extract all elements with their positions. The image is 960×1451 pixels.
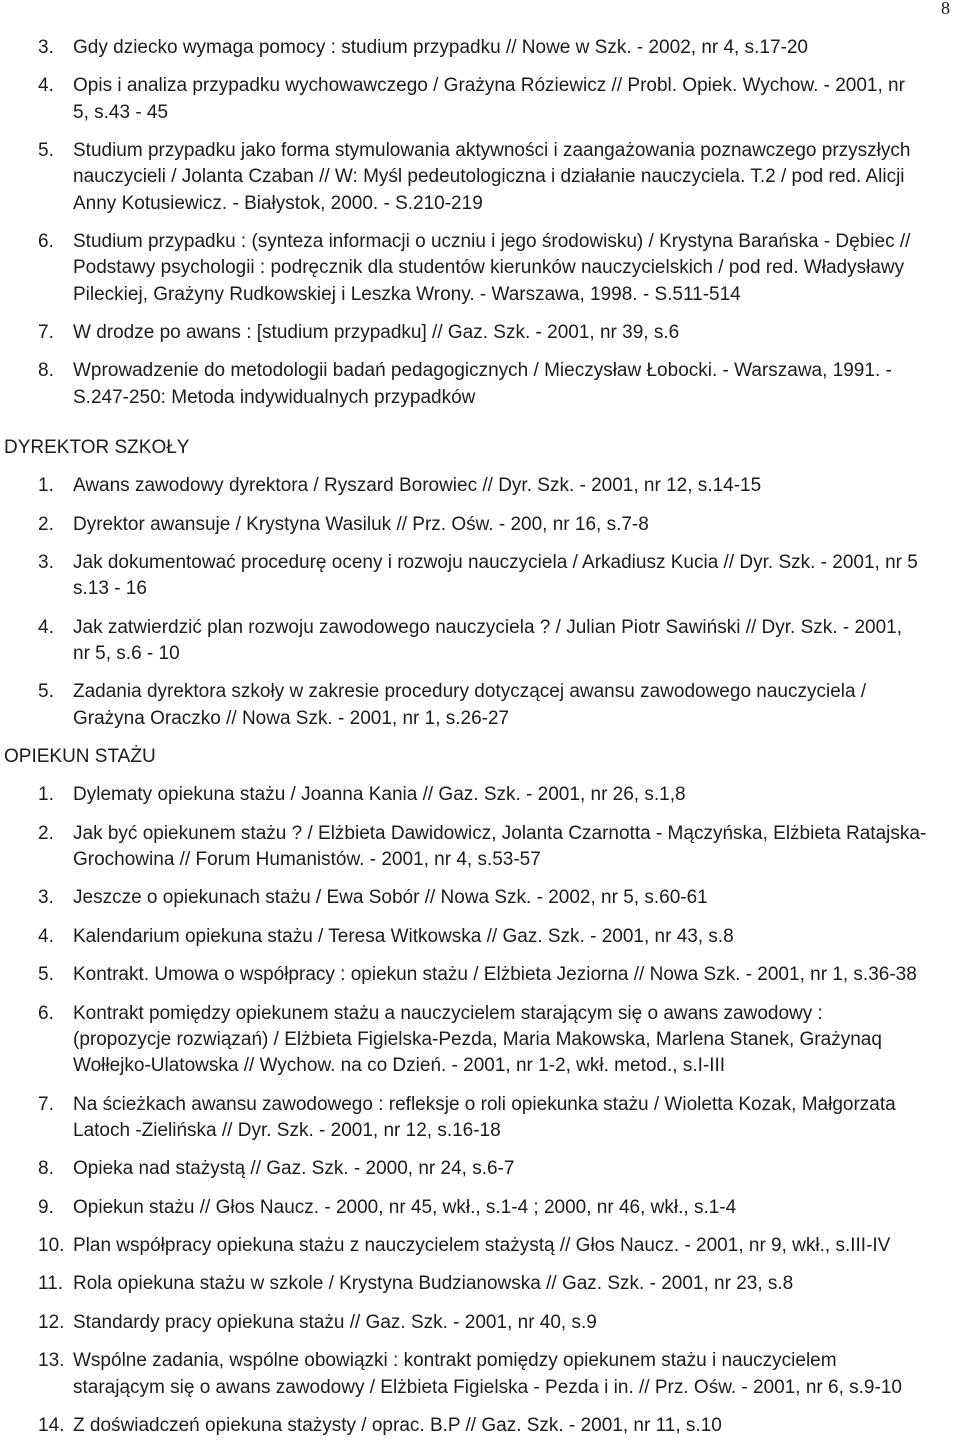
entry-text xyxy=(73,782,960,808)
entry-text xyxy=(73,1092,960,1145)
bibliography-entry xyxy=(0,1348,960,1401)
entry-text xyxy=(73,962,960,988)
entry-text-line: Opiekun stażu // Głos Naucz. - 2000, nr 45, wkł., s.1-4 ; 2000, nr 46, wkł., s.1-4 xyxy=(73,1196,737,1218)
entry-text-line: Kontrakt pomiędzy opiekunem stażu a nauczycielem starającym się o awans zawodowy : xyxy=(73,1002,823,1024)
entry-text-line: (propozycje rozwiązań) / Elżbieta Figielska-Pezda, Maria Makowska, Marlena Stanek, Grażynaq xyxy=(73,1028,882,1050)
entry-number: 6. xyxy=(38,231,54,253)
entry-text xyxy=(73,358,960,411)
entry-text-line: Anny Kotusiewicz. - Białystok, 2000. - S.210-219 xyxy=(73,192,483,214)
entry-number: 5. xyxy=(38,964,54,986)
entry-text-line: Studium przypadku : (synteza informacji o uczniu i jego środowisku) / Krystyna Barańska - Dębiec // xyxy=(73,231,911,253)
entry-text xyxy=(73,885,960,911)
entry-text-line: Z doświadczeń opiekuna stażysty / oprac. B.P // Gaz. Szk. - 2001, nr 11, s.10 xyxy=(73,1414,722,1436)
bibliography-section xyxy=(0,35,960,411)
entry-text xyxy=(73,473,960,499)
entry-number: 2. xyxy=(38,822,54,844)
entry-text-line: Gdy dziecko wymaga pomocy : studium przypadku // Nowe w Szk. - 2002, nr 4, s.17-20 xyxy=(73,37,808,58)
bibliography-entry xyxy=(0,1092,960,1145)
entry-text-line: Pileckiej, Grażyny Rudkowskiej i Leszka Wrony. - Warszawa, 1998. - S.511-514 xyxy=(73,283,741,305)
entry-text-line: Opieka nad stażystą // Gaz. Szk. - 2000, nr 24, s.6-7 xyxy=(73,1158,515,1180)
bibliography-entry xyxy=(0,320,960,346)
entry-text xyxy=(73,679,960,732)
bibliography-entry xyxy=(0,1233,960,1259)
bibliography-entry xyxy=(0,35,960,61)
entry-text-line: Rola opiekuna stażu w szkole / Krystyna Budzianowska // Gaz. Szk. - 2001, nr 23, s.8 xyxy=(73,1273,794,1295)
entry-text xyxy=(73,1310,960,1336)
entry-text xyxy=(73,320,960,346)
entry-number: 3. xyxy=(38,551,54,573)
bibliography-entry xyxy=(0,1156,960,1182)
bibliography-entry xyxy=(0,1195,960,1221)
entry-number: 3. xyxy=(38,887,54,909)
bibliography-entry xyxy=(0,1413,960,1439)
bibliography-entry xyxy=(0,358,960,411)
entry-text xyxy=(73,1001,960,1080)
entry-text-line: Jeszcze o opiekunach stażu / Ewa Sobór // Nowa Szk. - 2002, nr 5, s.60-61 xyxy=(73,887,708,909)
entry-text-line: Latoch -Zielińska // Dyr. Szk. - 2001, nr 12, s.16-18 xyxy=(73,1119,501,1141)
entry-number: 8. xyxy=(38,1158,54,1180)
entry-text-line: Podstawy psychologii : podręcznik dla studentów kierunków nauczycielskich / pod red. Władysławy xyxy=(73,257,905,279)
bibliography-entry xyxy=(0,924,960,950)
entry-text-line: Dylematy opiekuna stażu / Joanna Kania // Gaz. Szk. - 2001, nr 26, s.1,8 xyxy=(73,784,686,806)
entry-text-line: W drodze po awans : [studium przypadku] // Gaz. Szk. - 2001, nr 39, s.6 xyxy=(73,322,680,344)
entry-number: 2. xyxy=(38,513,54,535)
entry-text-line: nr 5, s.6 - 10 xyxy=(73,642,180,664)
entry-text xyxy=(73,1271,960,1297)
entry-text xyxy=(73,550,960,603)
bibliography-entry xyxy=(0,229,960,308)
entry-text-line: Awans zawodowy dyrektora / Ryszard Borowiec // Dyr. Szk. - 2001, nr 12, s.14-15 xyxy=(73,475,762,497)
bibliography-entry xyxy=(0,473,960,499)
bibliography-entry xyxy=(0,73,960,126)
entry-text-line: nauczycieli / Jolanta Czaban // W: Myśl pedeutologiczna i działanie nauczyciela. T.2 / pod red. Alicji xyxy=(73,166,905,188)
bibliography-entry xyxy=(0,782,960,808)
entry-text-line: Opis i analiza przypadku wychowawczego / Grażyna Róziewicz // Probl. Opiek. Wychow. - 2001, nr xyxy=(73,75,905,97)
entry-text xyxy=(73,138,960,217)
entry-text-line: Plan współpracy opiekuna stażu z nauczycielem stażystą // Głos Naucz. - 2001, nr 9, wkł., s.III-IV xyxy=(73,1235,891,1257)
entry-text xyxy=(73,512,960,538)
entry-number: 4. xyxy=(38,616,54,638)
entry-text xyxy=(73,1413,960,1439)
entry-text-line: Kalendarium opiekuna stażu / Teresa Witkowska // Gaz. Szk. - 2001, nr 43, s.8 xyxy=(73,925,734,947)
entry-text xyxy=(73,73,960,126)
bibliography-entry xyxy=(0,615,960,668)
entry-number: 3. xyxy=(38,37,54,58)
entry-text xyxy=(73,924,960,950)
entry-text xyxy=(73,1348,960,1401)
entry-number: 4. xyxy=(38,925,54,947)
section-heading: OPIEKUN STAŻU xyxy=(4,745,156,767)
entry-number: 13. xyxy=(38,1350,65,1372)
entry-number: 12. xyxy=(38,1311,65,1333)
entry-number: 5. xyxy=(38,681,54,703)
entry-text-line: Studium przypadku jako forma stymulowania aktywności i zaangażowania poznawczego przyszłych xyxy=(73,140,911,162)
bibliography-section xyxy=(0,744,960,1439)
entry-text-line: Jak zatwierdzić plan rozwoju zawodowego nauczyciela ? / Julian Piotr Sawiński // Dyr. Szk. - 2001, xyxy=(73,616,902,638)
bibliography-entry xyxy=(0,821,960,874)
entry-text xyxy=(73,1233,960,1259)
entry-text-line: S.247-250: Metoda indywidualnych przypadków xyxy=(73,386,476,408)
entry-number: 7. xyxy=(38,1093,54,1115)
bibliography-entry xyxy=(0,1310,960,1336)
entry-text-line: Na ścieżkach awansu zawodowego : refleksje o roli opiekunka stażu / Wioletta Kozak, Małgorzata xyxy=(73,1093,896,1115)
entry-text-line: Wprowadzenie do metodologii badań pedagogicznych / Mieczysław Łobocki. - Warszawa, 1991. - xyxy=(73,360,892,382)
entry-text-line: starającym się o awans zawodowy / Elżbieta Figielska - Pezda i in. // Prz. Ośw. - 2001, nr 6, s.9-10 xyxy=(73,1376,902,1398)
entry-number: 5. xyxy=(38,140,54,162)
entry-text-line: Jak być opiekunem stażu ? / Elżbieta Dawidowicz, Jolanta Czarnotta - Mączyńska, Elżbieta Ratajska- xyxy=(73,822,927,844)
entry-number: 9. xyxy=(38,1196,54,1218)
entry-number: 11. xyxy=(38,1273,64,1295)
entry-text-line: Dyrektor awansuje / Krystyna Wasiluk // Prz. Ośw. - 200, nr 16, s.7-8 xyxy=(73,513,649,535)
entry-text-line: Zadania dyrektora szkoły w zakresie procedury dotyczącej awansu zawodowego nauczyciela / xyxy=(73,681,867,703)
entry-text xyxy=(73,821,960,874)
bibliography-entry xyxy=(0,679,960,732)
entry-number: 1. xyxy=(38,475,54,497)
entry-text xyxy=(73,229,960,308)
entry-text-line: Kontrakt. Umowa o współpracy : opiekun stażu / Elżbieta Jeziorna // Nowa Szk. - 2001, nr 1, s.36-38 xyxy=(73,964,917,986)
entry-number: 7. xyxy=(38,322,54,344)
entry-text-line: Grochowina // Forum Humanistów. - 2001, nr 4, s.53-57 xyxy=(73,849,541,871)
entry-text-line: Jak dokumentować procedurę oceny i rozwoju nauczyciela / Arkadiusz Kucia // Dyr. Szk. - 2001, nr 5 xyxy=(73,551,918,573)
entry-text-line: Wołłejko-Ulatowska // Wychow. na co Dzień. - 2001, nr 1-2, wkł. metod., s.I-III xyxy=(73,1055,726,1077)
entry-text-line: 5, s.43 - 45 xyxy=(73,101,169,123)
bibliography-section xyxy=(0,435,960,732)
bibliography-entry xyxy=(0,962,960,988)
bibliography-entry xyxy=(0,885,960,911)
entry-text xyxy=(73,35,960,61)
entry-number: 14. xyxy=(38,1414,65,1436)
entry-text-line: Grażyna Oraczko // Nowa Szk. - 2001, nr 1, s.26-27 xyxy=(73,707,510,729)
entry-number: 4. xyxy=(38,75,54,97)
entry-number: 6. xyxy=(38,1002,54,1024)
entry-number: 1. xyxy=(38,784,54,806)
bibliography-entry xyxy=(0,550,960,603)
entry-text xyxy=(73,615,960,668)
bibliography-entry xyxy=(0,138,960,217)
section-heading: DYREKTOR SZKOŁY xyxy=(4,436,190,458)
page-number: 8 xyxy=(941,0,950,18)
bibliography-entry xyxy=(0,1001,960,1080)
entry-text-line: s.13 - 16 xyxy=(73,578,147,600)
entry-text xyxy=(73,1195,960,1221)
entry-text xyxy=(73,1156,960,1182)
bibliography-entry xyxy=(0,512,960,538)
bibliography-entry xyxy=(0,1271,960,1297)
entry-text-line: Wspólne zadania, wspólne obowiązki : kontrakt pomiędzy opiekunem stażu i nauczycielem xyxy=(73,1350,837,1372)
entry-number: 8. xyxy=(38,360,54,382)
entry-number: 10. xyxy=(38,1235,65,1257)
entry-text-line: Standardy pracy opiekuna stażu // Gaz. Szk. - 2001, nr 40, s.9 xyxy=(73,1311,597,1333)
